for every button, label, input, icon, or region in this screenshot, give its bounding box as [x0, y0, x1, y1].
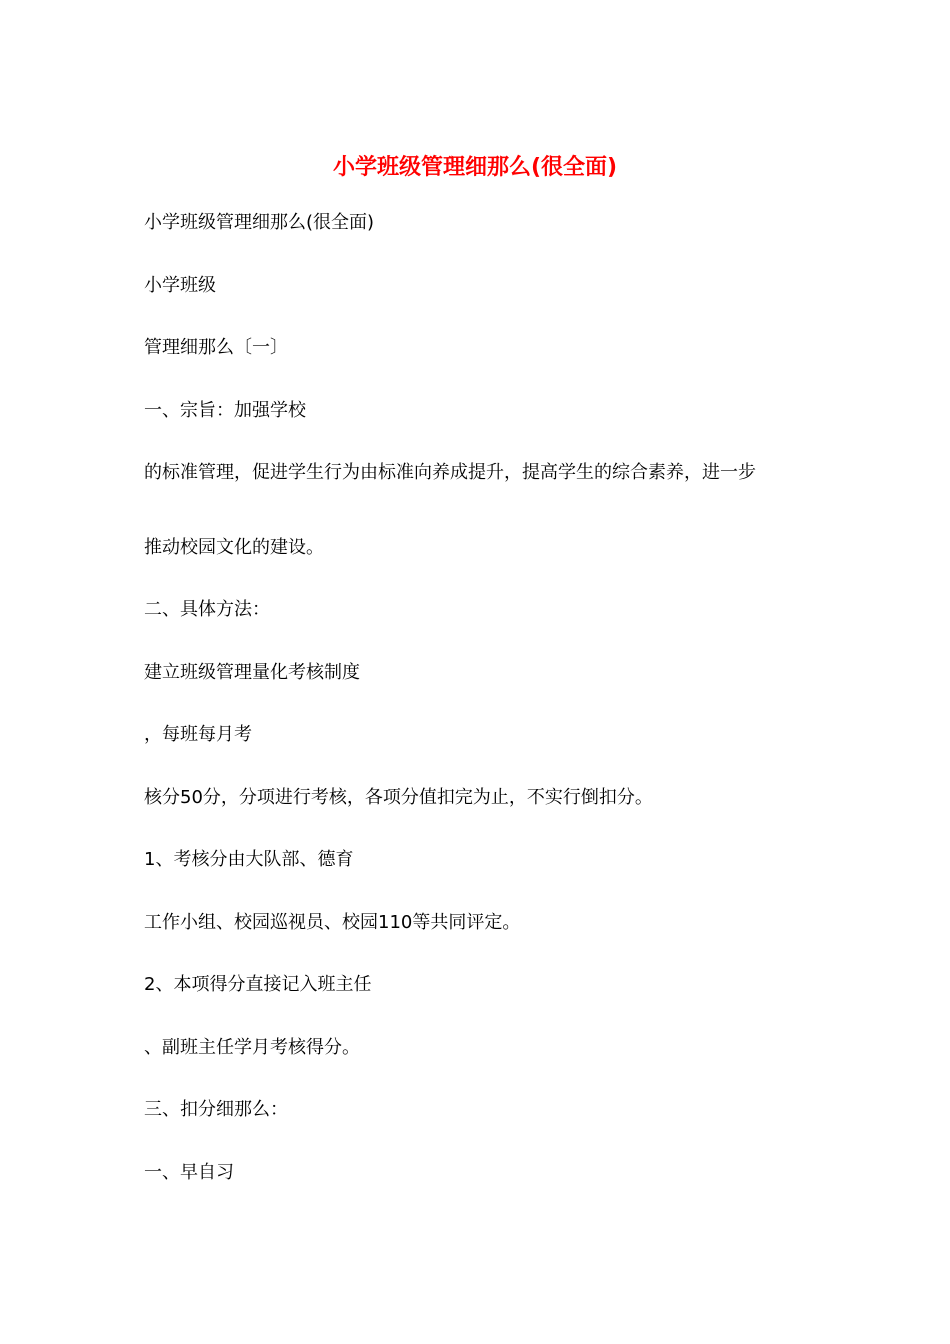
section-heading: 二、具体方法： [144, 599, 270, 620]
paragraph-line: ，每班每月考 [144, 724, 252, 745]
paragraph-line: 小学班级 [144, 275, 216, 296]
paragraph-line: 建立班级管理量化考核制度 [144, 662, 360, 683]
paragraph-line: 核分50分，分项进行考核，各项分值扣完为止，不实行倒扣分。 [144, 787, 653, 808]
paragraph-line: 的标准管理，促进学生行为由标准向养成提升，提高学生的综合素养，进一步 [144, 462, 756, 483]
paragraph-subtitle: 小学班级管理细那么(很全面) [144, 212, 375, 233]
paragraph-line: 推动校园文化的建设。 [144, 537, 324, 558]
list-item: 1、考核分由大队部、德育 [144, 849, 354, 870]
section-heading: 一、宗旨：加强学校 [144, 400, 306, 421]
section-heading: 一、早自习 [144, 1162, 234, 1183]
paragraph-line: 、副班主任学月考核得分。 [144, 1037, 360, 1058]
document-title: 小学班级管理细那么(很全面) [332, 155, 618, 180]
section-heading: 三、扣分细那么： [144, 1099, 288, 1120]
paragraph-line: 管理细那么〔一〕 [144, 337, 288, 358]
list-item: 2、本项得分直接记入班主任 [144, 974, 372, 995]
paragraph-line: 工作小组、校园巡视员、校园110等共同评定。 [144, 912, 521, 933]
